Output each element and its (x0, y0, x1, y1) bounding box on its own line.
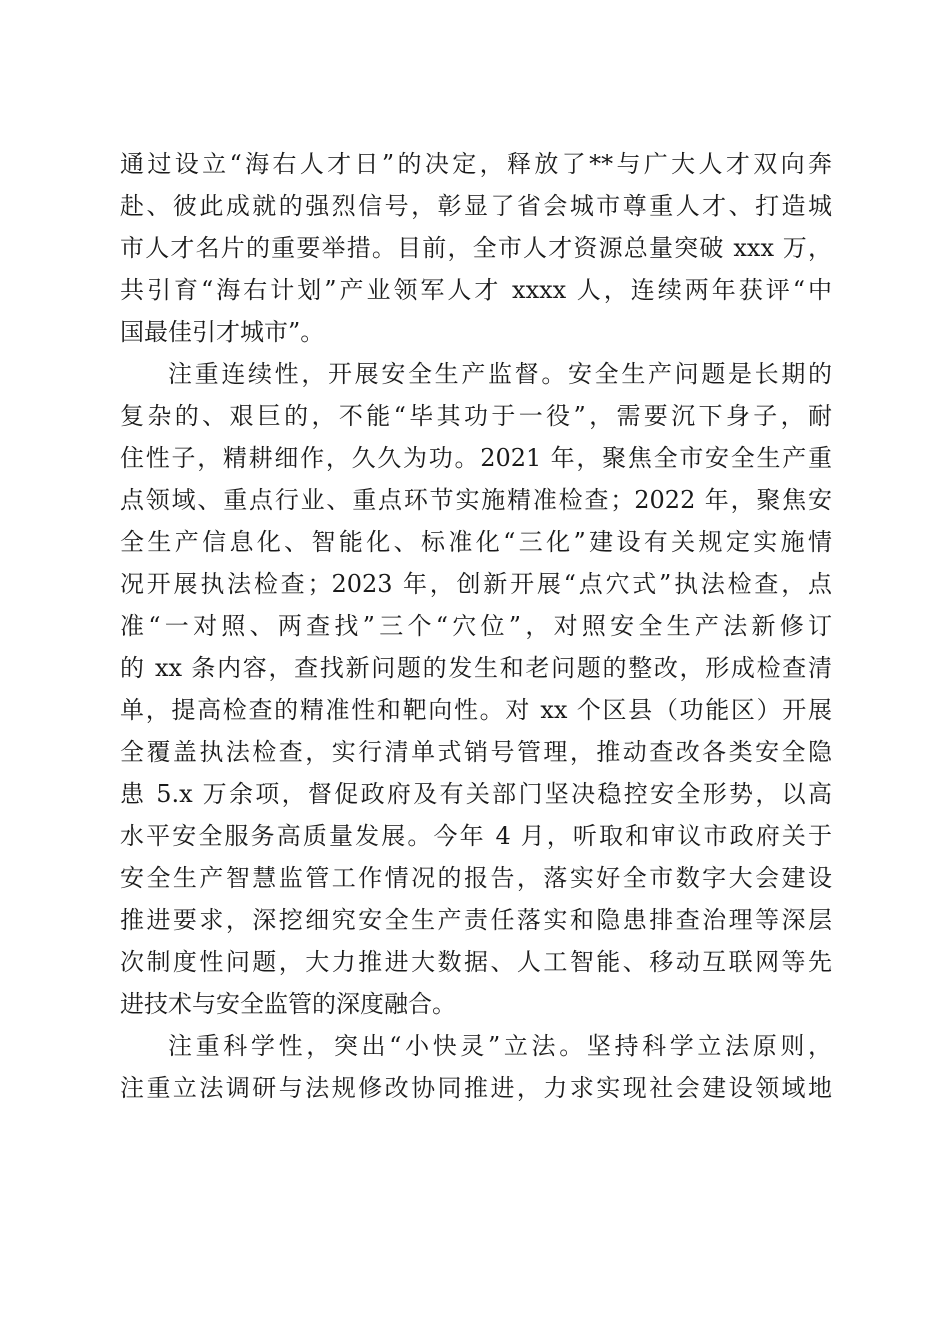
text-line: 注重连续性，开展安全生产监督。安全生产问题是长期的 (168, 360, 832, 388)
text-line: 注重立法调研与法规修改协同推进，力求实现社会建设领域地 (120, 1074, 832, 1102)
text-line: 复杂的、艰巨的，不能“毕其功于一役”，需要沉下身子，耐 (120, 402, 832, 430)
text-line: 市人才名片的重要举措。目前，全市人才资源总量突破 xxx 万， (120, 234, 832, 262)
paragraph-legislation (120, 1025, 832, 1109)
text-line: 通过设立“海右人才日”的决定，释放了**与广大人才双向奔 (120, 150, 832, 178)
text-line: 安全生产智慧监管工作情况的报告，落实好全市数字大会建设 (120, 864, 832, 892)
text-line: 准“一对照、两查找”三个“穴位”，对照安全生产法新修订 (120, 612, 832, 640)
text-line: 患 5.x 万余项，督促政府及有关部门坚决稳控安全形势，以高 (120, 780, 832, 808)
text-line: 次制度性问题，大力推进大数据、人工智能、移动互联网等先 (120, 948, 832, 976)
text-line: 住性子，精耕细作，久久为功。2021 年，聚焦全市安全生产重 (120, 444, 832, 472)
paragraph-talent (120, 143, 832, 353)
text-line: 全生产信息化、智能化、标准化“三化”建设有关规定实施情 (120, 528, 832, 556)
text-line: 进技术与安全监管的深度融合。 (120, 990, 456, 1018)
body-text (120, 143, 832, 1109)
text-line: 推进要求，深挖细究安全生产责任落实和隐患排查治理等深层 (120, 906, 832, 934)
text-line: 共引育“海右计划”产业领军人才 xxxx 人，连续两年获评“中 (120, 276, 832, 304)
text-line: 水平安全服务高质量发展。今年 4 月，听取和审议市政府关于 (120, 822, 832, 850)
text-line: 全覆盖执法检查，实行清单式销号管理，推动查改各类安全隐 (120, 738, 832, 766)
text-line: 的 xx 条内容，查找新问题的发生和老问题的整改，形成检查清 (120, 654, 832, 682)
text-line: 国最佳引才城市”。 (120, 318, 325, 346)
text-line: 点领域、重点行业、重点环节实施精准检查；2022 年，聚焦安 (120, 486, 832, 514)
text-line: 况开展执法检查；2023 年，创新开展“点穴式”执法检查，点 (120, 570, 832, 598)
text-line: 注重科学性，突出“小快灵”立法。坚持科学立法原则， (168, 1032, 832, 1060)
paragraph-safety (120, 353, 832, 1025)
text-line: 单，提高检查的精准性和靶向性。对 xx 个区县（功能区）开展 (120, 696, 832, 724)
text-line: 赴、彼此成就的强烈信号，彰显了省会城市尊重人才、打造城 (120, 192, 832, 220)
